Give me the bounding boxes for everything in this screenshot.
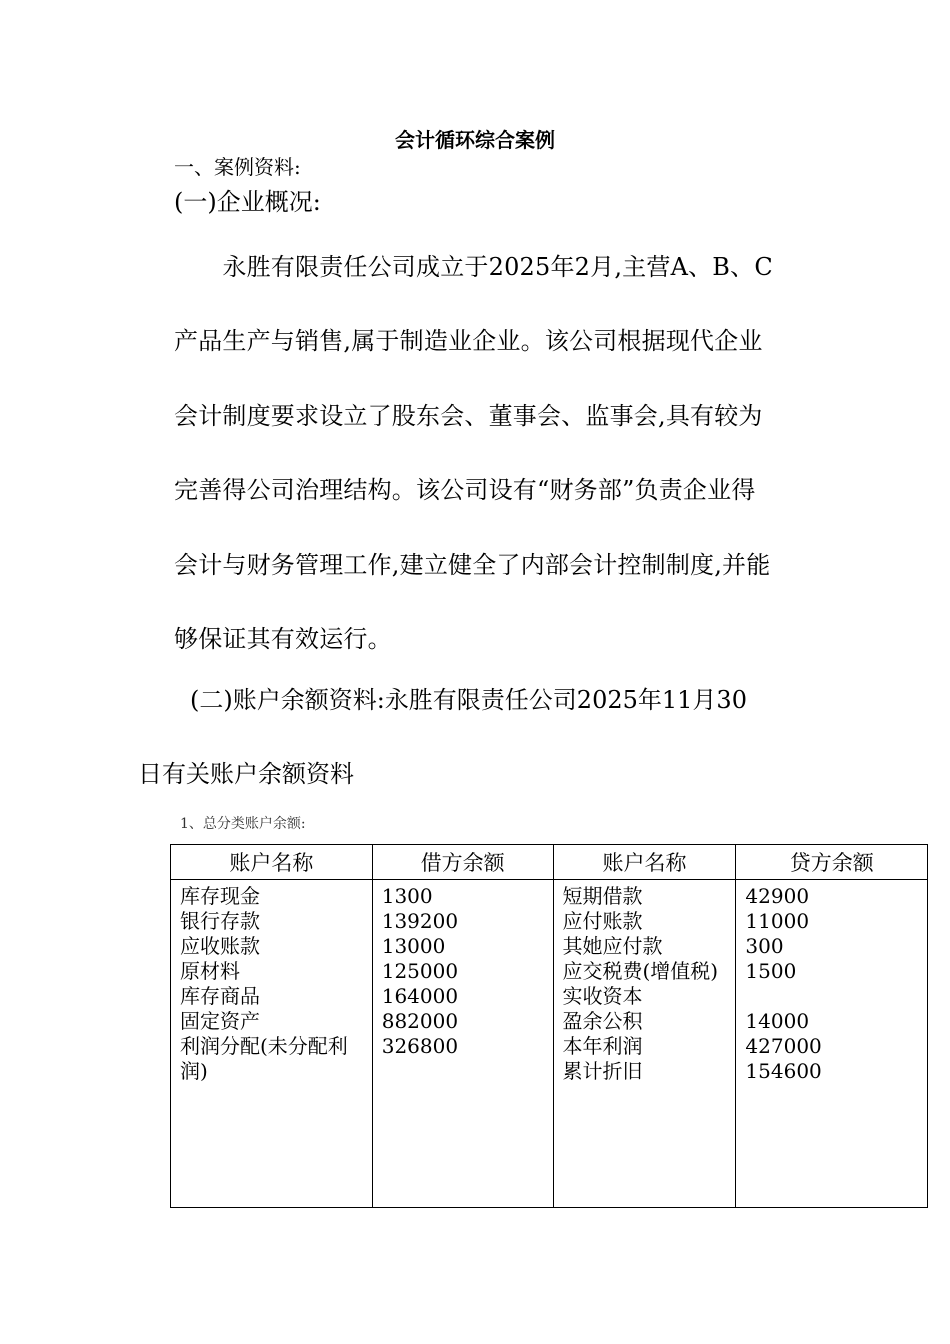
credit-amount: 1500 <box>745 959 797 983</box>
account-balance-table <box>170 844 928 1208</box>
credit-account-name: 短期借款 <box>562 884 643 908</box>
debit-account-name: 应收账款 <box>180 934 260 958</box>
credit-amount: 11000 <box>745 909 810 933</box>
debit-account-name: 库存商品 <box>180 984 260 1008</box>
debit-amount: 1300 <box>381 884 433 908</box>
debit-account-name: 利润分配(未分配利润) <box>180 1034 348 1083</box>
credit-account-name: 本年利润 <box>562 1034 643 1058</box>
credit-amount: 42900 <box>745 884 810 908</box>
debit-account-names-cell <box>171 880 373 1208</box>
paragraph-line: 完善得公司治理结构。该公司设有“财务部”负责企业得 <box>174 476 756 504</box>
debit-account-name: 固定资产 <box>180 1009 260 1033</box>
credit-amount: 427000 <box>745 1034 822 1058</box>
debit-amount: 326800 <box>381 1034 459 1058</box>
credit-amount: 154600 <box>745 1059 822 1083</box>
credit-amount: 300 <box>745 934 784 958</box>
paragraph-line: 够保证其有效运行。 <box>174 625 392 653</box>
subheading-company-overview: (一)企业概况: <box>174 188 321 216</box>
debit-amount: 125000 <box>381 959 459 983</box>
debit-amount: 164000 <box>381 984 459 1008</box>
paragraph-line: 会计与财务管理工作,建立健全了内部会计控制制度,并能 <box>174 551 771 579</box>
header-debit-account-name: 账户名称 <box>171 845 373 880</box>
subheading-account-balances-continued: 日有关账户余额资料 <box>138 760 354 788</box>
table-header-row <box>171 845 928 880</box>
header-credit-account-name: 账户名称 <box>553 845 736 880</box>
credit-account-name: 盈余公积 <box>562 1009 643 1033</box>
debit-amount: 882000 <box>381 1009 459 1033</box>
debit-amounts-cell <box>372 880 553 1208</box>
table-row <box>171 880 928 1208</box>
debit-amount: 139200 <box>381 909 459 933</box>
credit-amounts-cell <box>736 880 928 1208</box>
credit-amount-blank <box>745 984 927 1009</box>
document-title: 会计循环综合案例 <box>395 128 555 152</box>
credit-amount: 14000 <box>745 1009 810 1033</box>
credit-account-name: 实收资本 <box>562 984 643 1008</box>
credit-account-names-cell <box>553 880 736 1208</box>
paragraph-line: 产品生产与销售,属于制造业企业。该公司根据现代企业 <box>174 327 763 355</box>
credit-account-name: 应交税费(增值税) <box>562 959 719 983</box>
header-credit-balance: 贷方余额 <box>736 845 928 880</box>
debit-account-name: 银行存款 <box>180 909 260 933</box>
paragraph-line: 会计制度要求设立了股东会、董事会、监事会,具有较为 <box>174 402 763 430</box>
debit-account-name: 库存现金 <box>180 884 260 908</box>
subheading-account-balances: (二)账户余额资料:永胜有限责任公司2025年11月30 <box>190 686 747 714</box>
paragraph-line: 永胜有限责任公司成立于2025年2月,主营A、B、C <box>174 253 773 281</box>
section-heading-case-materials: 一、案例资料: <box>174 155 301 179</box>
debit-amount: 13000 <box>381 934 446 958</box>
credit-account-name: 累计折旧 <box>562 1059 643 1083</box>
credit-account-name: 应付账款 <box>562 909 643 933</box>
table-caption: 1、总分类账户余额: <box>180 816 306 832</box>
credit-account-name: 其她应付款 <box>562 934 663 958</box>
header-debit-balance: 借方余额 <box>372 845 553 880</box>
debit-account-name: 原材料 <box>180 959 240 983</box>
